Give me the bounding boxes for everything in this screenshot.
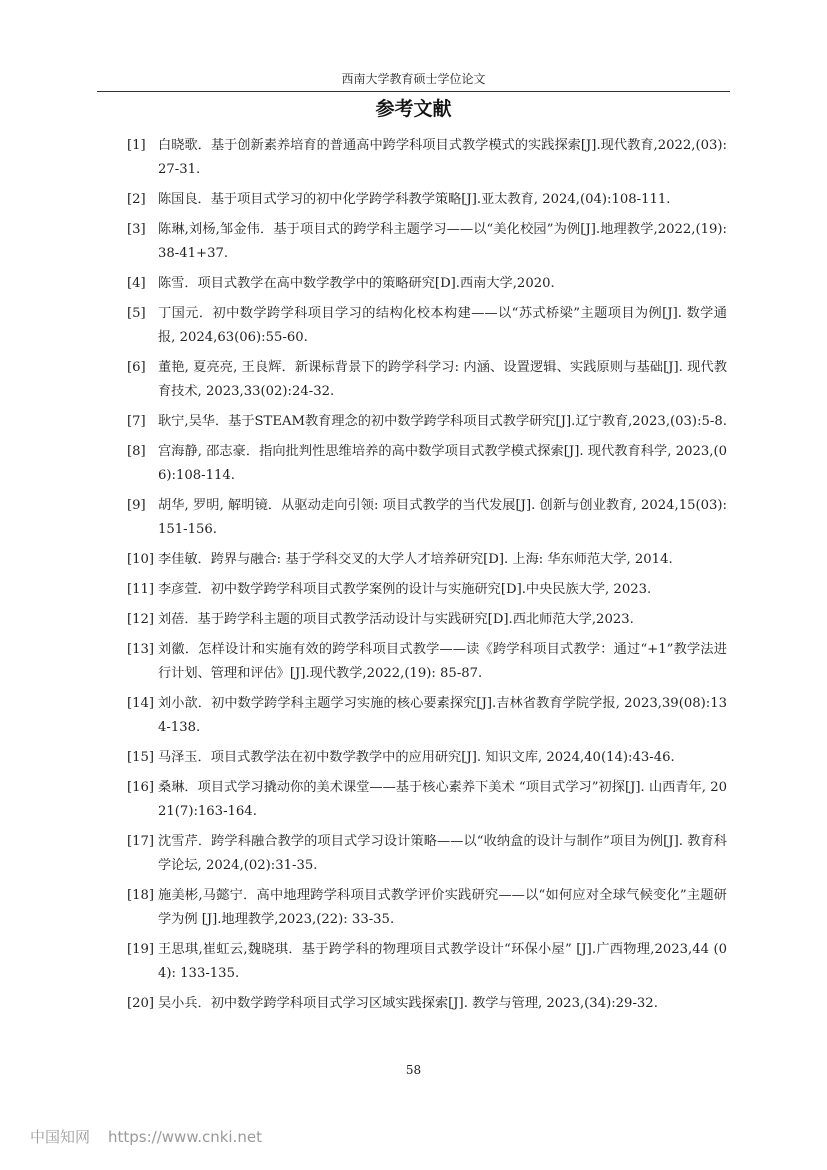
reference-number: [13] xyxy=(127,642,155,657)
reference-text: 丁国元．初中数学跨学科项目学习的结构化校本构建——以“苏式桥梁”主题项目为例[J]. 数学通报, 2024,63(06):55-60. xyxy=(158,306,727,345)
reference-item xyxy=(127,746,727,770)
reference-number: [15] xyxy=(127,750,155,765)
reference-number: [2] xyxy=(127,192,146,207)
reference-number: [18] xyxy=(127,888,155,903)
reference-text: 陈雪．项目式教学在高中数学教学中的策略研究[D].西南大学,2020. xyxy=(158,276,555,291)
reference-list xyxy=(127,134,727,1022)
reference-text: 胡华, 罗明, 解明镜．从驱动走向引领: 项目式教学的当代发展[J]. 创新与创业教育, 2024,15(03):151-156. xyxy=(158,498,727,537)
reference-text: 马泽玉．项目式教学法在初中数学教学中的应用研究[J]. 知识文库, 2024,40(14):43-46. xyxy=(158,750,675,765)
reference-number: [5] xyxy=(127,306,146,321)
reference-number: [6] xyxy=(127,360,146,375)
reference-number: [10] xyxy=(127,552,155,567)
reference-item xyxy=(127,272,727,296)
reference-text: 刘小歆．初中数学跨学科主题学习实施的核心要素探究[J].吉林省教育学院学报, 2023,39(08):134-138. xyxy=(158,696,727,735)
reference-text: 刘徽．怎样设计和实施有效的跨学科项目式教学——读《跨学科项目式教学：通过“+1”教学法进行计划、管理和评估》[J].现代教学,2022,(19): 85-87. xyxy=(158,642,727,681)
reference-number: [19] xyxy=(127,942,155,957)
reference-item xyxy=(127,356,727,404)
reference-text: 施美彬,马懿宁．高中地理跨学科项目式教学评价实践研究——以“如何应对全球气候变化”主题研学为例 [J].地理教学,2023,(22): 33-35. xyxy=(158,888,727,927)
reference-text: 王思琪,崔虹云,魏晓琪．基于跨学科的物理项目式教学设计“环保小屋” [J].广西物理,2023,44 (04): 133-135. xyxy=(158,942,727,981)
reference-number: [8] xyxy=(127,444,146,459)
running-header: 西南大学教育硕士学位论文 xyxy=(341,72,486,86)
reference-item xyxy=(127,830,727,878)
reference-text: 李彦萱．初中数学跨学科项目式教学案例的设计与实施研究[D].中央民族大学, 2023. xyxy=(158,582,652,597)
reference-item xyxy=(127,608,727,632)
reference-item xyxy=(127,440,727,488)
reference-item xyxy=(127,638,727,686)
reference-item xyxy=(127,884,727,932)
watermark-brand: 中国知网 xyxy=(30,1128,91,1146)
reference-number: [14] xyxy=(127,696,155,711)
reference-item xyxy=(127,548,727,572)
reference-number: [3] xyxy=(127,222,146,237)
header-rule xyxy=(97,91,730,92)
reference-item xyxy=(127,134,727,182)
reference-text: 李佳敏．跨界与融合: 基于学科交叉的大学人才培养研究[D]. 上海: 华东师范大学, 2014. xyxy=(158,552,673,567)
reference-item xyxy=(127,692,727,740)
reference-text: 陈国良．基于项目式学习的初中化学跨学科教学策略[J].亚太教育, 2024,(04):108-111. xyxy=(158,192,671,207)
reference-text: 宫海静, 邵志豪．指向批判性思维培养的高中数学项目式教学模式探索[J]. 现代教育科学, 2023,(06):108-114. xyxy=(158,444,727,483)
reference-item xyxy=(127,410,727,434)
reference-item xyxy=(127,938,727,986)
reference-item xyxy=(127,218,727,266)
page-number: 58 xyxy=(405,1063,422,1077)
reference-number: [16] xyxy=(127,780,155,795)
reference-number: [9] xyxy=(127,498,146,513)
reference-text: 沈雪芹．跨学科融合教学的项目式学习设计策略——以“收纳盒的设计与制作”项目为例[J]. 教育科学论坛, 2024,(02):31-35. xyxy=(158,834,727,873)
reference-text: 刘蓓．基于跨学科主题的项目式教学活动设计与实践研究[D].西北师范大学,2023. xyxy=(158,612,634,627)
page-title: 参考文献 xyxy=(375,98,452,120)
reference-item xyxy=(127,578,727,602)
reference-text: 白晓歌．基于创新素养培育的普通高中跨学科项目式教学模式的实践探索[J].现代教育,2022,(03):27-31. xyxy=(158,138,727,177)
watermark xyxy=(30,1126,262,1147)
reference-item xyxy=(127,302,727,350)
reference-item xyxy=(127,776,727,824)
reference-number: [12] xyxy=(127,612,155,627)
reference-number: [20] xyxy=(127,996,155,1011)
reference-number: [7] xyxy=(127,414,146,429)
reference-number: [1] xyxy=(127,138,146,153)
reference-text: 桑琳．项目式学习撬动你的美术课堂——基于核心素养下美术 “项目式学习”初探[J]. 山西青年, 2021(7):163-164. xyxy=(158,780,727,819)
reference-text: 吴小兵．初中数学跨学科项目式学习区域实践探索[J]. 教学与管理, 2023,(34):29-32. xyxy=(158,996,658,1011)
reference-text: 陈琳,刘杨,邹金伟．基于项目式的跨学科主题学习——以“美化校园”为例[J].地理教学,2022,(19):38-41+37. xyxy=(158,222,727,261)
reference-item xyxy=(127,494,727,542)
reference-item xyxy=(127,992,727,1016)
watermark-url: https://www.cnki.net xyxy=(108,1128,262,1146)
reference-number: [11] xyxy=(127,582,155,597)
reference-text: 耿宁,吴华．基于STEAM教育理念的初中数学跨学科项目式教学研究[J].辽宁教育,2023,(03):5-8. xyxy=(158,414,727,429)
reference-number: [4] xyxy=(127,276,146,291)
reference-number: [17] xyxy=(127,834,155,849)
reference-text: 董艳, 夏亮亮, 王良辉．新课标背景下的跨学科学习: 内涵、设置逻辑、实践原则与基础[J]. 现代教育技术, 2023,33(02):24-32. xyxy=(158,360,727,399)
reference-item xyxy=(127,188,727,212)
